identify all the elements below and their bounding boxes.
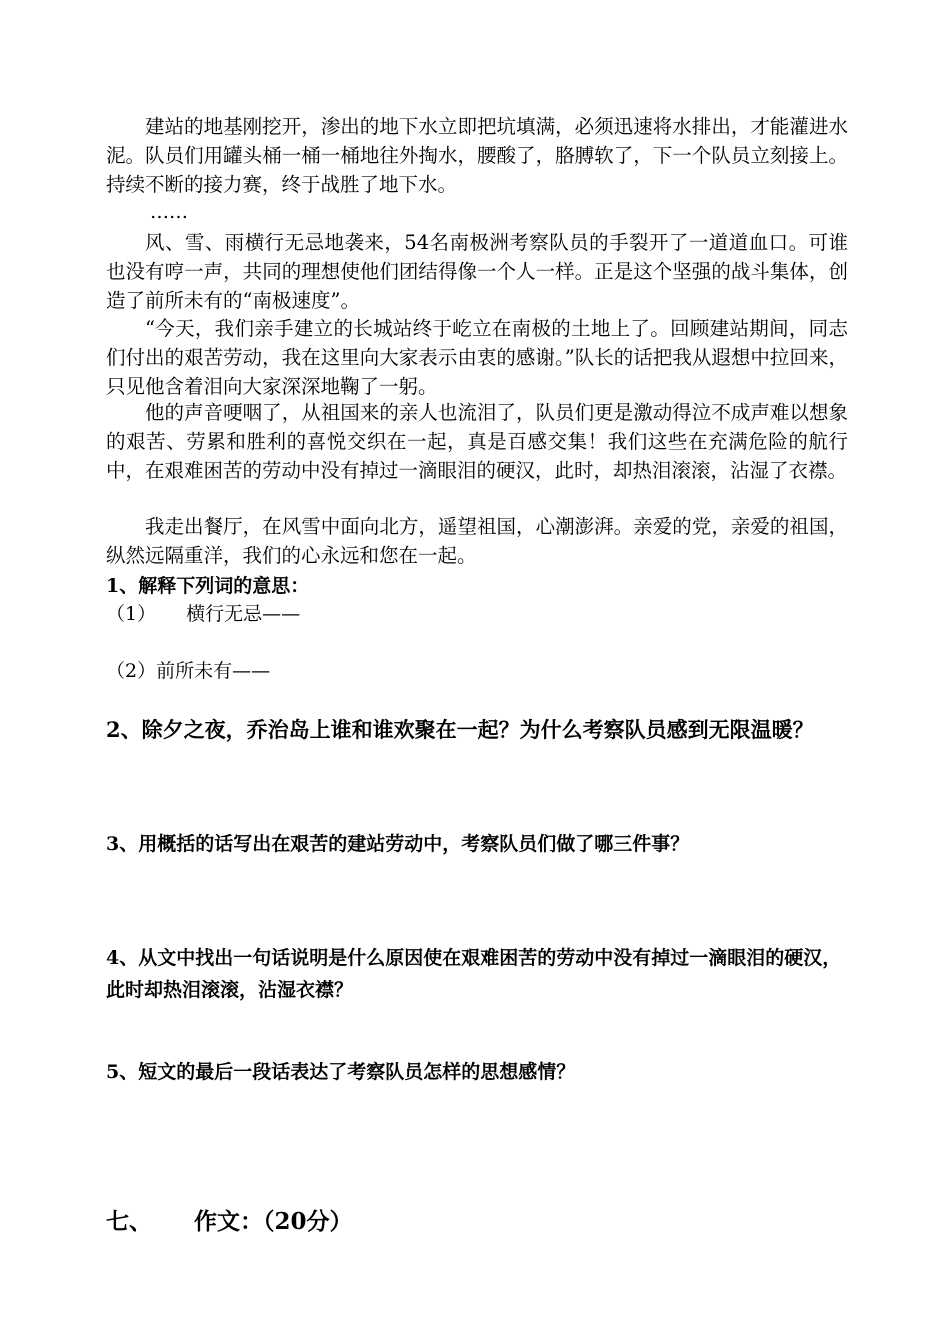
section-title: 作文：（20分） xyxy=(194,1208,353,1235)
question-1: 1、解释下列词的意思： xyxy=(106,575,310,597)
passage-paragraph-4: 他的声音哽咽了，从祖国来的亲人也流泪了，队员们更是激动得泣不成声难以想象的艰苦、劳累和胜利的喜悦交织在一起，真是百感交集！我们这些在充满危险的航行中，在艰难困苦的劳动中没有掉过一滴眼泪的硬汉，此时，却热泪滚滚，沾湿了衣襟。 xyxy=(106,401,848,482)
passage-ellipsis: …… xyxy=(150,201,188,223)
passage-paragraph-2: 风、雪、雨横行无忌地袭来，54名南极洲考察队员的手裂开了一道道血口。可谁也没有哼一声，共同的理想使他们团结得像一个人一样。正是这个坚强的战斗集体，创造了前所未有的“南极速度”。 xyxy=(106,231,848,312)
question-1-item-2: （2）前所未有—— xyxy=(106,660,271,682)
question-5: 5、短文的最后一段话表达了考察队员怎样的思想感情？ xyxy=(106,1061,576,1083)
section-heading xyxy=(106,1203,353,1236)
question-1-item-1-number: （1） xyxy=(106,603,157,625)
passage-paragraph-1: 建站的地基刚挖开，渗出的地下水立即把坑填满，必须迅速将水排出，才能灌进水泥。队员们用罐头桶一桶一桶地往外掏水，腰酸了，胳膊软了，下一个队员立刻接上。持续不断的接力赛，终于战胜了地下水。 xyxy=(106,115,848,196)
question-1-item-1 xyxy=(106,600,300,628)
question-3: 3、用概括的话写出在艰苦的建站劳动中，考察队员们做了哪三件事？ xyxy=(106,833,690,855)
question-4: 4、从文中找出一句话说明是什么原因使在艰难困苦的劳动中没有掉过一滴眼泪的硬汉，此时却热泪滚滚，沾湿衣襟？ xyxy=(106,947,842,1001)
passage-paragraph-3: “今天，我们亲手建立的长城站终于屹立在南极的土地上了。回顾建站期间，同志们付出的艰苦劳动，我在这里向大家表示由衷的感谢。”队长的话把我从遐想中拉回来，只见他含着泪向大家深深地鞠了一躬。 xyxy=(106,317,848,398)
question-1-item-1-word: 横行无忌—— xyxy=(186,603,301,625)
section-number: 七、 xyxy=(106,1208,152,1235)
question-2: 2、除夕之夜，乔治岛上谁和谁欢聚在一起？为什么考察队员感到无限温暖？ xyxy=(106,717,814,742)
passage-paragraph-5: 我走出餐厅，在风雪中面向北方，遥望祖国，心潮澎湃。亲爱的党，亲爱的祖国，纵然远隔重洋，我们的心永远和您在一起。 xyxy=(106,515,848,567)
